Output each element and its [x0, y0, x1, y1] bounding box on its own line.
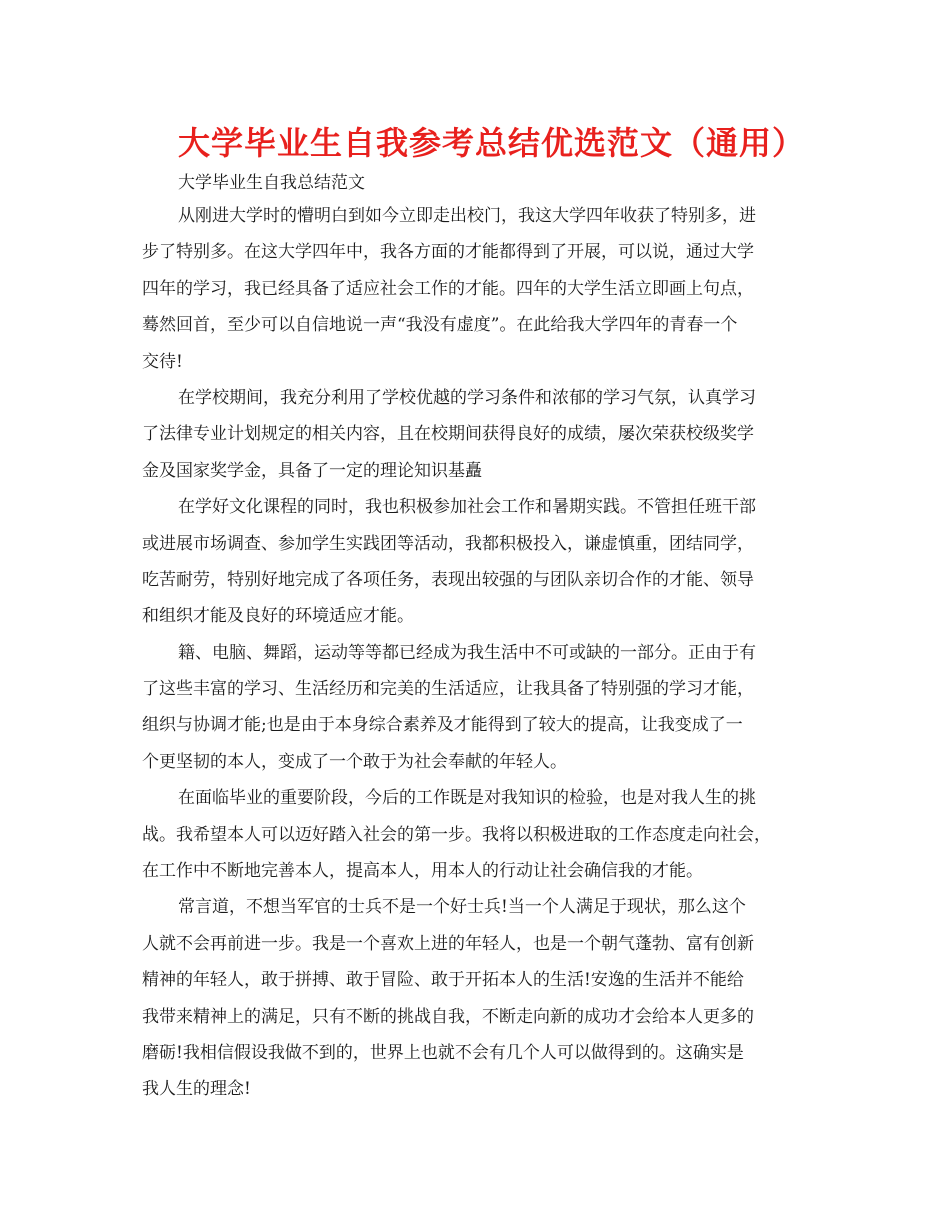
paragraph-2 — [142, 380, 818, 489]
text-line: 蓦然回首，至少可以自信地说一声“我没有虚度”。在此给我大学四年的青春一个 — [142, 315, 738, 336]
text-line: 人就不会再前进一步。我是一个喜欢上进的年轻人，也是一个朝气蓬勃、富有创新 — [142, 933, 754, 954]
text-line: 四年的学习，我已经具备了适应社会工作的才能。四年的大学生活立即画上句点， — [142, 278, 754, 299]
text-line: 在学好文化课程的同时，我也积极参加社会工作和暑期实践。不管担任班干部 — [178, 497, 756, 518]
paragraph-5 — [142, 780, 818, 889]
document-subtitle: 大学毕业生自我总结范文 — [178, 173, 365, 193]
paragraph-3 — [142, 489, 818, 635]
paragraph-6 — [142, 889, 818, 1107]
text-line: 组织与协调才能;也是由于本身综合素养及才能得到了较大的提高，让我变成了一 — [142, 715, 743, 736]
text-line: 常言道，不想当军官的士兵不是一个好士兵!当一个人满足于现状，那么这个 — [178, 897, 746, 918]
text-line: 吃苦耐劳，特别好地完成了各项任务，表现出较强的与团队亲切合作的才能、领导 — [142, 569, 754, 590]
text-line: 我带来精神上的满足，只有不断的挑战自我，不断走向新的成功才会给本人更多的 — [142, 1006, 754, 1027]
text-line: 和组织才能及良好的环境适应才能。 — [142, 606, 414, 627]
document-body — [142, 198, 818, 1108]
text-line: 籍、电脑、舞蹈，运动等等都已经成为我生活中不可或缺的一部分。正由于有 — [178, 642, 756, 663]
text-line: 或进展市场调查、参加学生实践团等活动，我都积极投入，谦虚慎重，团结同学， — [142, 533, 754, 554]
paragraph-4 — [142, 635, 818, 781]
text-line: 了法律专业计划规定的相关内容，且在校期间获得良好的成绩，屡次荣获校级奖学 — [142, 424, 754, 445]
text-line: 精神的年轻人，敢于拼搏、敢于冒险、敢于开拓本人的生活!安逸的生活并不能给 — [142, 970, 744, 991]
text-line: 步了特别多。在这大学四年中，我各方面的才能都得到了开展，可以说，通过大学 — [142, 242, 754, 263]
text-line: 战。我希望本人可以迈好踏入社会的第一步。我将以积极进取的工作态度走向社会， — [142, 824, 771, 845]
text-line: 在学校期间，我充分利用了学校优越的学习条件和浓郁的学习气氛，认真学习 — [178, 387, 756, 408]
document-title: 大学毕业生自我参考总结优选范文（通用） — [178, 124, 806, 162]
text-line: 在工作中不断地完善本人，提高本人，用本人的行动让社会确信我的才能。 — [142, 861, 703, 882]
text-line: 从刚进大学时的懵明白到如今立即走出校门，我这大学四年收获了特别多，进 — [178, 206, 756, 226]
text-line: 在面临毕业的重要阶段，今后的工作既是对我知识的检验，也是对我人生的挑 — [178, 788, 756, 809]
text-line: 个更坚韧的本人，变成了一个敢于为社会奉献的年轻人。 — [142, 751, 567, 772]
paragraph-1 — [142, 198, 818, 380]
text-line: 了这些丰富的学习、生活经历和完美的生活适应，让我具备了特别强的学习才能， — [142, 679, 754, 700]
text-line: 磨砺!我相信假设我做不到的，世界上也就不会有几个人可以做得到的。这确实是 — [142, 1042, 744, 1063]
text-line: 交待! — [142, 351, 183, 372]
text-line: 金及国家奖学金，具备了一定的理论知识基矗 — [142, 460, 482, 481]
text-line: 我人生的理念! — [142, 1079, 251, 1100]
